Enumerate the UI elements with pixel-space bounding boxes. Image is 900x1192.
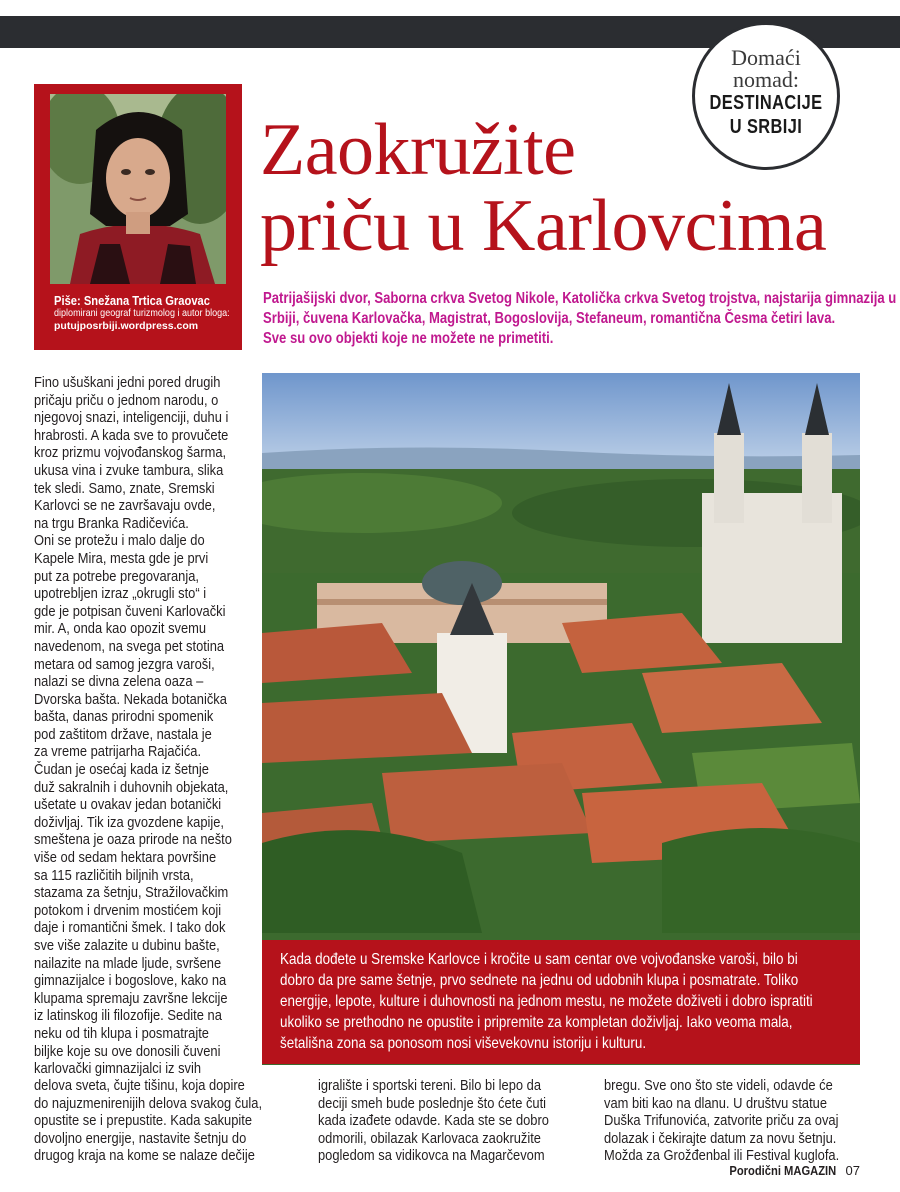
- body-text-line: neku od tih klupa i posmatrajte: [34, 1024, 209, 1042]
- body-text-line: tek sledi. Samo, znate, Sremski: [34, 479, 215, 497]
- author-box: [34, 84, 242, 350]
- badge-line-2: nomad:: [733, 67, 799, 92]
- title-line-2: priču u Karlovcima: [260, 185, 827, 267]
- body-text-line: ukusa vina i zvuke tambura, slika: [34, 461, 224, 479]
- lead-paragraph: [263, 289, 897, 349]
- magazine-name: Porodični MAGAZIN: [729, 1163, 836, 1178]
- body-text-line: gde je potpisan čuveni Karlovački: [34, 602, 226, 620]
- body-text-line: na trgu Branka Radičevića.: [34, 514, 189, 532]
- caption-line: dobro da pre same šetnje, prvo sednete na jednu od udobnih klupa i posmatrate. Toliko: [280, 972, 799, 989]
- body-text-line: put za potrebe pregovaranja,: [34, 567, 199, 585]
- body-text-line: Fino ušuškani jedni pored drugih: [34, 374, 221, 391]
- body-text-line: gimnazijalce i bogoslove, kako na: [34, 972, 227, 990]
- body-text-line: odmorili, obilazak Karlovaca zaokružite: [318, 1129, 541, 1147]
- body-text-line: do najuzmenirenijih delova svakog čula,: [34, 1094, 263, 1112]
- body-text-line: upotrebljen izraz „okrugli sto“ i: [34, 585, 207, 603]
- title-line-1: Zaokružite: [260, 109, 576, 191]
- body-text-line: Karlovci se ne završavaju ovde,: [34, 497, 216, 515]
- body-text-line: iz latinskog ili filozofije. Sedite na: [34, 1007, 222, 1025]
- caption-line: ukoliko se prethodno ne opustite i pripremite za kompletan doživljaj. Iako veoma mala,: [280, 1014, 793, 1031]
- body-text-line: Kapele Mira, mesta gde je prvi: [34, 549, 209, 567]
- body-text-line: dovoljno energije, nastavite šetnju do: [34, 1129, 247, 1147]
- badge-line-4: U SRBIJI: [729, 116, 803, 138]
- author-blog: putujposrbiji.wordpress.com: [54, 320, 199, 332]
- body-text-line: doživljaj. Tik iza gvozdene kapije,: [34, 813, 225, 831]
- body-text-line: potokom i drvenim mostićem koji: [34, 901, 222, 919]
- body-text-line: stazama za šetnju, Stražilovačkim: [34, 884, 229, 902]
- body-text-line: nalazi se divna zelena oaza –: [34, 673, 204, 691]
- author-caption: [54, 294, 234, 333]
- body-text-line: daje i romantični šmek. I tako dok: [34, 919, 226, 937]
- body-text-line: Dvorska bašta. Nekada botanička: [34, 690, 227, 708]
- body-column-3: [604, 1077, 866, 1165]
- caption-line: šetališna zona sa ponosom nosi viševekovnu istoriju i kulturu.: [280, 1035, 647, 1052]
- body-text-line: kroz prizmu vojvođanskog šarma,: [34, 444, 227, 462]
- badge-line-1: Domaći: [731, 45, 801, 70]
- author-description: diplomirani geograf turizmolog i autor bloga:: [54, 307, 230, 319]
- caption-line: Kada dođete u Sremske Karlovce i kročite u sam centar ove vojvođanske varoši, bilo bi: [280, 951, 798, 968]
- page-number: 07: [845, 1163, 860, 1178]
- body-text-line: hrabrosti. A kada sve to provučete: [34, 426, 229, 444]
- author-name: Piše: Snežana Trtica Graovac: [54, 293, 210, 308]
- body-text-line: delova sveta, čujte tišinu, koja dopire: [34, 1077, 245, 1094]
- body-text-line: sa 115 različitih biljnih vrsta,: [34, 866, 194, 884]
- body-text-line: Duška Trifunovića, zatvorite priču za ovaj: [604, 1112, 839, 1130]
- body-text-line: mir. A, onda kao opozit svemu: [34, 620, 207, 638]
- badge-line-3: DESTINACIJE: [709, 92, 823, 114]
- body-text-line: drugog kraja na kome se nalaze dečije: [34, 1147, 255, 1165]
- body-text-line: bregu. Sve ono što ste videli, odavde će: [604, 1077, 833, 1094]
- body-text-line: pričaju priču o jednom narodu, o: [34, 391, 219, 409]
- caption-line: energije, lepote, kulture i duhovnosti na jednom mestu, ne možete doživeti i dobro ispratiti: [280, 993, 813, 1010]
- page-footer: [712, 1163, 860, 1178]
- body-text-line: igralište i sportski tereni. Bilo bi lepo da: [318, 1077, 541, 1094]
- body-text-line: za vreme patrijarha Rajačića.: [34, 743, 202, 761]
- body-text-line: nailazite na mlade ljude, svršene: [34, 954, 222, 972]
- photo-caption-box: [262, 940, 860, 1064]
- body-text-line: navedenom, na svega pet stotina: [34, 637, 225, 655]
- body-text-line: ušetate u ovakav jedan botanički: [34, 796, 222, 814]
- body-text-line: sve više zalazite u dubinu bašte,: [34, 937, 220, 954]
- body-text-line: karlovački gimnazijalci iz svih: [34, 1060, 202, 1078]
- body-text-line: dolazak i čekirajte datum za novu šetnju.: [604, 1129, 837, 1147]
- author-portrait-image: [50, 94, 226, 284]
- body-text-line: smeštena je oaza prirode na nešto: [34, 831, 232, 849]
- body-text-line: njegovoj snazi, inteligenciji, duhu i: [34, 409, 229, 427]
- body-column-2: [318, 1077, 588, 1165]
- body-text-line: klupama spremaju završne lekcije: [34, 989, 228, 1007]
- body-text-line: duž sakralnih i duhovnih objekata,: [34, 778, 229, 796]
- article-title: [260, 109, 880, 267]
- body-text-line: opustite se i prepustite. Kada sakupite: [34, 1112, 253, 1130]
- lead-line: Sve su ovo objekti koje ne možete ne primetiti.: [263, 330, 554, 347]
- body-text-line: metara od samog jezgra varoši,: [34, 655, 215, 673]
- body-column-1: [34, 374, 244, 1078]
- body-text-line: pogledom sa vidikovca na Magarčevom: [318, 1147, 545, 1165]
- body-text-line: vam biti kao na dlanu. U društvu statue: [604, 1094, 828, 1112]
- body-text-line: biljke koje su ove donosili čuveni: [34, 1042, 221, 1060]
- body-text-line: deciji smeh bude poslednje što ćete čuti: [318, 1094, 547, 1112]
- body-text-line: više od sedam hektara površine: [34, 849, 217, 867]
- body-text-line: Možda za Grožđenbal ili Festival kuglofa.: [604, 1147, 840, 1165]
- body-text-line: Čudan je osećaj kada iz šetnje: [34, 761, 209, 779]
- body-text-line: bašta, danas prirodni spomenik: [34, 708, 214, 726]
- lead-line: Srbiji, čuvena Karlovačka, Magistrat, Bogoslovija, Stefaneum, romantična Česma četiri lava.: [263, 310, 836, 327]
- body-text-line: Oni se protežu i malo dalje do: [34, 532, 205, 550]
- body-text-line: kada izađete odavde. Kada ste se dobro: [318, 1112, 549, 1130]
- body-column-1-continued: [34, 1077, 290, 1165]
- lead-line: Patrijašijski dvor, Saborna crkva Svetog Nikole, Katolička crkva Svetog trojstva, najstarija gimnazija u: [263, 290, 897, 307]
- body-text-line: pod zaštitom države, nastala je: [34, 725, 212, 743]
- author-photo: [50, 94, 226, 284]
